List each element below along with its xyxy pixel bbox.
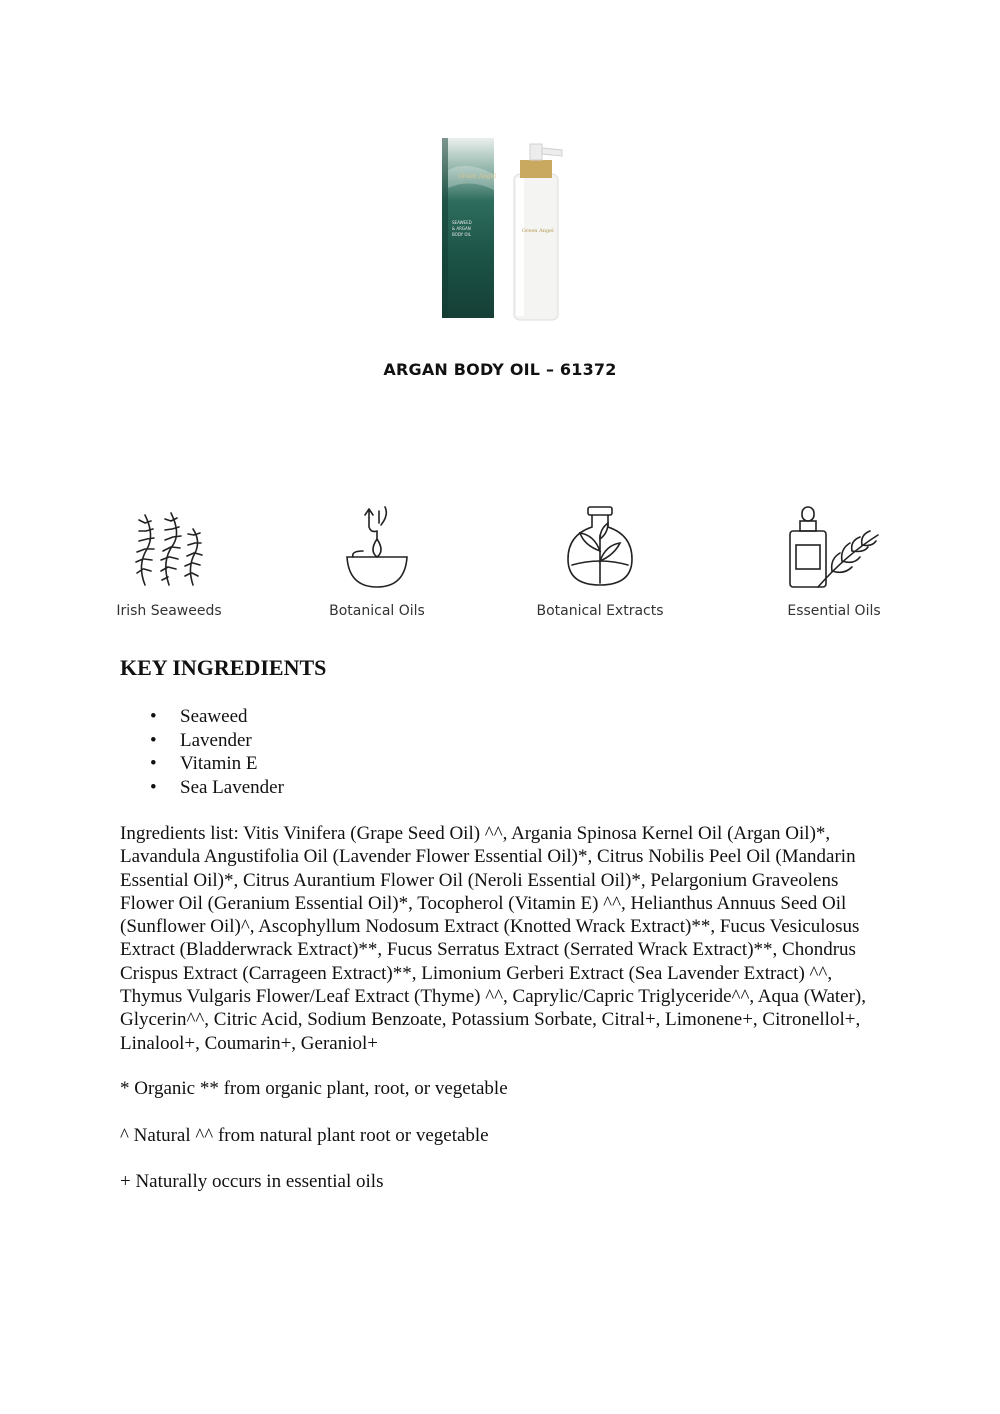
dropper-bottle-leaf-icon [786,505,882,589]
box-brand: Green Angel [458,173,497,180]
seaweed-icon [131,505,207,589]
product-title: ARGAN BODY OIL – 61372 [383,360,617,379]
feature-label: Essential Oils [787,603,881,619]
list-item: • Sea Lavender [120,776,284,800]
box-text-1: SEAWEED [452,220,472,225]
key-ingredients-list [120,705,284,799]
product-image [436,130,576,326]
product-photo-icon [436,130,576,326]
feature-label: Botanical Extracts [536,603,664,619]
bottle-brand: Green Angel [522,228,554,234]
feature-irish-seaweeds [89,505,249,619]
note-essential: + Naturally occurs in essential oils [120,1171,384,1192]
feature-label: Irish Seaweeds [116,603,222,619]
list-item: • Seaweed [120,705,284,729]
list-item: • Lavender [120,729,284,753]
feature-botanical-extracts [520,505,680,619]
feature-botanical-oils [297,505,457,619]
oil-drop-bowl-icon [339,505,415,589]
feature-essential-oils [754,505,914,619]
feature-label: Botanical Oils [329,603,425,619]
flask-plant-icon [562,505,638,589]
list-item: • Vitamin E [120,752,284,776]
key-ingredients-heading: KEY INGREDIENTS [120,655,327,680]
note-organic: * Organic ** from organic plant, root, or vegetable [120,1078,508,1099]
box-text-3: BODY OIL [452,232,471,237]
ingredients-list: Ingredients list: Vitis Vinifera (Grape Seed Oil) ^^, Argania Spinosa Kernel Oil (Argan Oil)*, Lavandula Angustifolia Oil (Lavender Flower Essential Oil)*, Citrus Nobilis Peel Oil (Mandarin Essential Oil)*, Citrus Aurantium Flower Oil (Neroli Essential Oil)*, Pelargonium Graveolens Flower Oil (Geranium Essential Oil)*, Tocopherol (Vitamin E) ^^, Helianthus Annuus Seed Oil (Sunflower Oil)^, Ascophyllum Nodosum Extract (Knotted Wrack Extract)**, Fucus Vesiculosus Extract (Bladderwrack Extract)**, Fucus Serratus Extract (Serrated Wrack Extract)**, Chondrus Crispus Extract (Carrageen Extract)**, Limonium Gerberi Extract (Sea Lavender Extract) ^^, Thymus Vulgaris Flower/Leaf Extract (Thyme) ^^, Caprylic/Capric Triglyceride^^, Aqua (Water), Glycerin^^, Citric Acid, Sodium Benzoate, Potassium Sorbate, Citral+, Limonene+, Citronellol+, Linalool+, Coumarin+, Geraniol+ [120,823,867,1054]
note-natural: ^ Natural ^^ from natural plant root or vegetable [120,1125,489,1146]
box-text-2: & ARGAN [452,226,471,231]
